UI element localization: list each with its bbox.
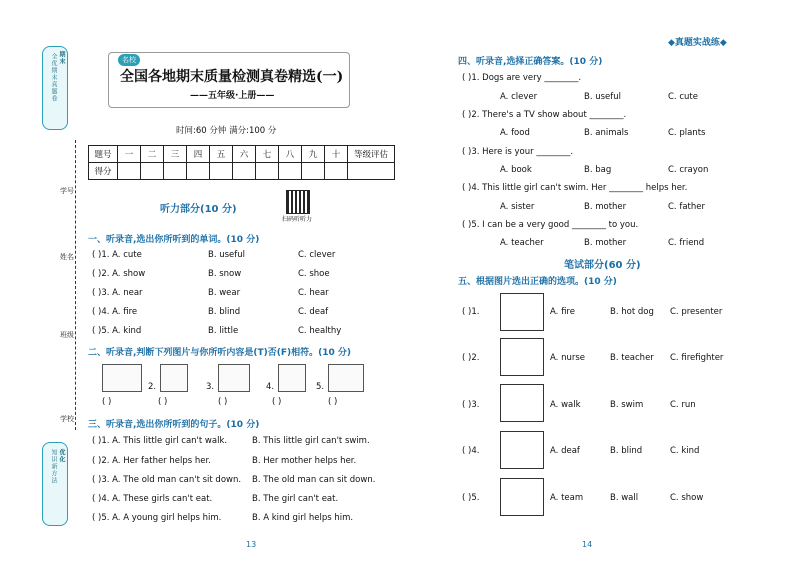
- side-tab-bottom-text: 知识新方法: [50, 449, 57, 484]
- binding-line: [75, 140, 76, 430]
- score-cell: 六: [233, 146, 256, 163]
- s5-q4-a: A. deaf: [550, 446, 580, 456]
- s2-num: 2.: [148, 382, 157, 392]
- s3-q4-a: ( )4. A. These girls can't eat.: [92, 494, 213, 504]
- s3-q3-a: ( )3. A. The old man can't sit down.: [92, 475, 242, 485]
- s4-q2-a: A. food: [500, 128, 530, 138]
- s4-q2-c: C. plants: [668, 128, 706, 138]
- s5-q3: ( )3.: [462, 400, 480, 410]
- s5-q4-b: B. blind: [610, 446, 643, 456]
- s5-q5-b: B. wall: [610, 493, 639, 503]
- s4-q1-b: B. useful: [584, 92, 622, 102]
- s2-num: 4.: [266, 382, 275, 392]
- side-tab-bottom-text-2: 优化: [58, 449, 65, 463]
- s4-q5-c: C. friend: [668, 238, 705, 248]
- s3-q2-b: B. Her mother helps her.: [252, 456, 357, 466]
- s5-q2-b: B. teacher: [610, 353, 654, 363]
- s5-q1: ( )1.: [462, 307, 480, 317]
- s5-q4-c: C. kind: [670, 446, 700, 456]
- qr-code-icon[interactable]: [286, 190, 310, 214]
- score-input[interactable]: [233, 163, 256, 180]
- section-2-title: 二、听录音,判断下列图片与你所听内容是(T)否(F)相符。(10 分): [88, 348, 352, 358]
- s3-q4-b: B. The girl can't eat.: [252, 494, 339, 504]
- listening-heading: 听力部分(10 分): [160, 204, 237, 215]
- s3-q2-a: ( )2. A. Her father helps her.: [92, 456, 211, 466]
- s5-q3-b: B. swim: [610, 400, 644, 410]
- fire-picture: [500, 293, 544, 331]
- written-heading: 笔试部分(60 分): [564, 260, 641, 271]
- people-picture: [218, 364, 250, 392]
- s1-q3-a: ( )3. A. near: [92, 288, 143, 298]
- firefighter-picture: [500, 338, 544, 376]
- label-name: 姓名: [60, 253, 74, 261]
- s5-q4: ( )4.: [462, 446, 480, 456]
- score-input[interactable]: [256, 163, 279, 180]
- label-school: 学校: [60, 415, 74, 423]
- s4-q4-b: B. mother: [584, 202, 627, 212]
- section-4-title: 四、听录音,选择正确答案。(10 分): [458, 57, 603, 67]
- s1-q3-c: C. hear: [298, 288, 329, 298]
- s3-q1-b: B. This little girl can't swim.: [252, 436, 370, 446]
- s4-q3-a: A. book: [500, 165, 532, 175]
- girl-picture: [160, 364, 188, 392]
- page-number-right: 14: [582, 540, 593, 549]
- s1-q1-b: B. useful: [208, 250, 246, 260]
- score-cell: 等级评估: [348, 146, 395, 163]
- s5-q1-a: A. fire: [550, 307, 575, 317]
- s1-q4-c: C. deaf: [298, 307, 329, 317]
- s5-q2-c: C. firefighter: [670, 353, 724, 363]
- s5-q5-a: A. team: [550, 493, 584, 503]
- s1-q4-b: B. blind: [208, 307, 241, 317]
- score-cell: 三: [164, 146, 187, 163]
- animals-picture: [328, 364, 364, 392]
- s5-q2: ( )2.: [462, 353, 480, 363]
- score-value-row: [89, 163, 395, 180]
- score-cell: 一: [118, 146, 141, 163]
- score-cell: 得分: [89, 163, 118, 180]
- s4-q2: ( )2. There's a TV show about ________.: [462, 110, 627, 120]
- score-cell: 五: [210, 146, 233, 163]
- tv-show-picture: [500, 478, 544, 516]
- s1-q4-a: ( )4. A. fire: [92, 307, 138, 317]
- side-tab-top-text-2: 期末: [58, 51, 65, 65]
- s2-answer-3[interactable]: ( ): [218, 397, 228, 407]
- s1-q2-b: B. snow: [208, 269, 242, 279]
- swimming-picture: [102, 364, 142, 392]
- score-cell: 九: [302, 146, 325, 163]
- s2-answer-1[interactable]: ( ): [102, 397, 112, 407]
- qr-caption: 扫码听听力: [282, 216, 313, 223]
- section-1-title: 一、听录音,选出你所听到的单词。(10 分): [88, 235, 260, 245]
- s5-q2-a: A. nurse: [550, 353, 585, 363]
- s2-answer-2[interactable]: ( ): [158, 397, 168, 407]
- s2-num: 5.: [316, 382, 325, 392]
- side-tab-top-text: 全优期末真题卷: [50, 53, 57, 102]
- score-cell: 题号: [89, 146, 118, 163]
- score-input[interactable]: [164, 163, 187, 180]
- page-subtitle: ——五年级·上册——: [190, 91, 275, 101]
- score-cell: 二: [141, 146, 164, 163]
- score-cell: 十: [325, 146, 348, 163]
- score-cell: 四: [187, 146, 210, 163]
- label-student-id: 学号: [60, 187, 74, 195]
- s5-q5-c: C. show: [670, 493, 704, 503]
- s4-q5-a: A. teacher: [500, 238, 544, 248]
- score-input[interactable]: [210, 163, 233, 180]
- side-tab-top: [42, 46, 68, 130]
- s4-q5-b: B. mother: [584, 238, 627, 248]
- s3-q5-a: ( )5. A. A young girl helps him.: [92, 513, 222, 523]
- s4-q4-a: A. sister: [500, 202, 535, 212]
- score-input[interactable]: [302, 163, 325, 180]
- s4-q1-a: A. clever: [500, 92, 538, 102]
- s4-q2-b: B. animals: [584, 128, 629, 138]
- score-input[interactable]: [348, 163, 395, 180]
- s4-q1-c: C. cute: [668, 92, 698, 102]
- s5-q5: ( )5.: [462, 493, 480, 503]
- brand-banner: ◆真题实战练◆: [668, 38, 727, 48]
- label-class: 班级: [60, 331, 74, 339]
- s1-q1-c: C. clever: [298, 250, 336, 260]
- s4-q5: ( )5. I can be a very good ________ to you.: [462, 220, 639, 230]
- score-input[interactable]: [279, 163, 302, 180]
- s2-num: 3.: [206, 382, 215, 392]
- score-header-row: [89, 146, 395, 163]
- s1-q2-c: C. shoe: [298, 269, 330, 279]
- s1-q1-a: ( )1. A. cute: [92, 250, 142, 260]
- score-input[interactable]: [187, 163, 210, 180]
- s1-q5-b: B. little: [208, 326, 239, 336]
- s1-q2-a: ( )2. A. show: [92, 269, 146, 279]
- s5-q3-a: A. walk: [550, 400, 581, 410]
- walking-picture: [500, 384, 544, 422]
- score-cell: 七: [256, 146, 279, 163]
- time-info: 时间:60 分钟 满分:100 分: [176, 126, 277, 136]
- score-cell: 八: [279, 146, 302, 163]
- section-3-title: 三、听录音,选出你所听到的句子。(10 分): [88, 420, 260, 430]
- page-title: 全国各地期末质量检测真卷精选(一): [120, 69, 344, 85]
- s4-q4: ( )4. This little girl can't swim. Her ________ helps her.: [462, 183, 688, 193]
- score-input[interactable]: [118, 163, 141, 180]
- s2-answer-5[interactable]: ( ): [328, 397, 338, 407]
- side-tab-bottom: [42, 442, 68, 526]
- s1-q3-b: B. wear: [208, 288, 241, 298]
- badge: 名校: [118, 54, 140, 66]
- s3-q5-b: B. A kind girl helps him.: [252, 513, 354, 523]
- boy-picture: [278, 364, 306, 392]
- page-number-left: 13: [246, 540, 257, 549]
- score-input[interactable]: [141, 163, 164, 180]
- s4-q4-c: C. father: [668, 202, 705, 212]
- s3-q3-b: B. The old man can sit down.: [252, 475, 376, 485]
- section-5-title: 五、根据图片选出正确的选项。(10 分): [458, 277, 617, 287]
- s5-q1-c: C. presenter: [670, 307, 723, 317]
- s5-q1-b: B. hot dog: [610, 307, 654, 317]
- score-input[interactable]: [325, 163, 348, 180]
- s1-q5-c: C. healthy: [298, 326, 342, 336]
- s2-answer-4[interactable]: ( ): [272, 397, 282, 407]
- s1-q5-a: ( )5. A. kind: [92, 326, 142, 336]
- blind-man-picture: [500, 431, 544, 469]
- s4-q3-b: B. bag: [584, 165, 612, 175]
- s5-q3-c: C. run: [670, 400, 696, 410]
- s4-q1: ( )1. Dogs are very ________.: [462, 73, 582, 83]
- s4-q3: ( )3. Here is your ________.: [462, 147, 574, 157]
- s4-q3-c: C. crayon: [668, 165, 709, 175]
- score-table: [88, 145, 395, 180]
- s3-q1-a: ( )1. A. This little girl can't walk.: [92, 436, 228, 446]
